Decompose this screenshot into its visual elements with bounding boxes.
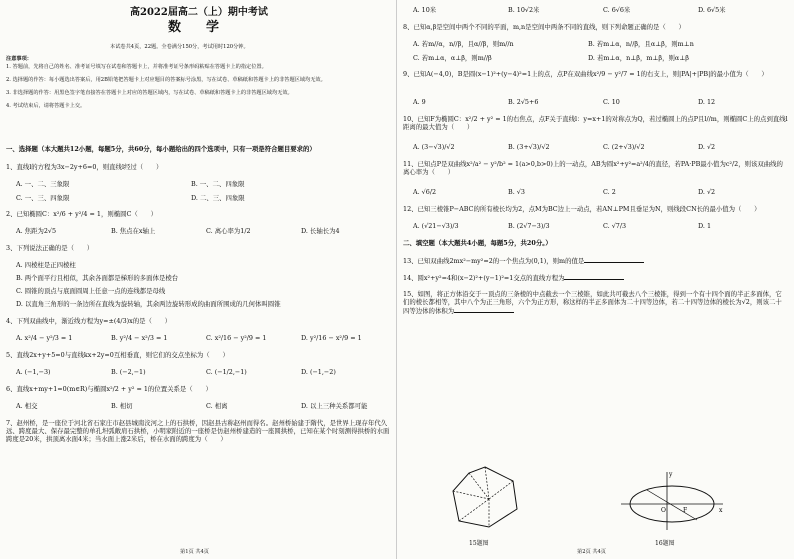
question-stem: 13、已知双曲线2mx²−my²=2的一个焦点为(0,1)，则m的值是	[403, 256, 788, 265]
question-stem: 8、已知α,β是空间中两个不同的平面，m,n是空间中两条不同的直线，则下列命题正确的是（ ）	[403, 23, 685, 31]
question-stem: 10、已知F为椭圆C：x²/2 + y² = 1的右焦点，点F关于直线l：y=x+1的对称点为Q，若过椭圆上的点P且l//m，则椭圆C上的点到直线l距离的最大值为（ ）	[403, 115, 788, 131]
figure-16	[617, 470, 727, 532]
figure-16-label: x	[719, 507, 723, 514]
polyhedron-edge	[489, 481, 513, 499]
answer-option: A. 若m//α，n//β，且α//β，则m//n	[413, 40, 514, 48]
answer-blank[interactable]	[584, 256, 644, 263]
answer-option: C. 2	[603, 188, 616, 196]
answer-option: D. 若m⊥α，n⊥β，m⊥β，则α⊥β	[588, 54, 689, 62]
figure-16-caption: 16题图	[655, 540, 675, 547]
section-heading: 一、选择题（本大题共12小题，每题5分，共60分，每小题给出的四个选项中，只有一项是符合题目要求的）	[6, 145, 316, 153]
answer-option: C. √7/3	[603, 222, 627, 230]
answer-option: C. x²/16 − y²/9 = 1	[206, 334, 267, 342]
answer-option: D. (−1,−2)	[301, 368, 336, 376]
answer-option: D. y²/16 − x²/9 = 1	[301, 334, 362, 342]
answer-option: C. 6√6米	[603, 6, 631, 14]
answer-blank[interactable]	[454, 306, 514, 313]
page-footer: 第2页 共4页	[577, 549, 606, 555]
question-stem: 二、填空题（本大题共4小题，每题5分，共20分。）	[403, 239, 552, 247]
answer-option: B. (2√7−3)/3	[508, 222, 550, 230]
question-stem: 9、已知A(−4,0)，B是圆(x−1)²+(y−4)²=1上的点，点P在双曲线x²/9 − y²/7 = 1的右支上，则|PA|+|PB|的最小值为（ ）	[403, 70, 768, 78]
answer-option: D. √2	[698, 143, 716, 151]
answer-option: A. 一、二、三象限	[16, 180, 70, 188]
answer-option: A. (√21−√3)/3	[413, 222, 459, 230]
answer-option: B. (3+√3)/√2	[508, 143, 550, 151]
question-stem: 7、赵州桥，是一座位于河北省石家庄市赵县城南洨河之上的石拱桥，因赵县古称赵州而得名。赵州桥始建于隋代，是世界上现存年代久远、跨度最大、保存最完整的单孔坦弧敞肩石拱桥，小明家附近的一座桥是仿赵州桥建造的一座圆拱桥，已知在某个时刻测得拱桥的水面跨度是20米，拱顶离水面4米；当水面上涨2米后，桥在水面的跨度为（ ）	[6, 419, 390, 443]
question-stem: 3、下列说法正确的是（ ）	[6, 244, 94, 252]
page-footer: 第1页 共4页	[180, 549, 209, 555]
question-stem: 4、下列双曲线中，渐近线方程为y=±(4/3)x的是（ ）	[6, 317, 172, 325]
subject-title: 数 学	[168, 20, 226, 35]
polyhedron-edge	[485, 467, 489, 499]
answer-option: A. (−1,−3)	[16, 368, 51, 376]
answer-option: B. (−2,−1)	[111, 368, 146, 376]
answer-option: A. (3−√3)/√2	[413, 143, 455, 151]
answer-option: C. 相离	[206, 402, 228, 410]
answer-option: B. 相切	[111, 402, 133, 410]
answer-option: A. 10米	[413, 6, 437, 14]
figure-16-label: F	[683, 507, 688, 514]
answer-option: B. y²/4 − x²/3 = 1	[111, 334, 168, 342]
answer-option: A. 相交	[16, 402, 38, 410]
polyhedron-edge	[453, 491, 489, 499]
exam-info: 本试卷共4页，22题。全卷满分150分，考试用时120分钟。	[110, 44, 249, 50]
answer-option: B. 2√5+6	[508, 98, 539, 106]
answer-option: B. 10√2米	[508, 6, 540, 14]
answer-option: C. 若m⊥α，α⊥β，则m//β	[413, 54, 492, 62]
answer-option: D. 以上三种关系都可能	[301, 402, 368, 410]
note-item: 1. 答题前，先将自己的姓名、准考证号填写在试卷和答题卡上，并将准考证号条形码粘贴在答题卡上的指定位置。	[6, 64, 267, 70]
answer-option: D. √2	[698, 188, 716, 196]
answer-option: C. (2+√3)/√2	[603, 143, 645, 151]
answer-option: A. x²/4 − y²/3 = 1	[16, 334, 73, 342]
figure-15-caption: 15题图	[469, 540, 489, 547]
answer-option: C. 10	[603, 98, 620, 106]
exam-title: 高2022届高二（上）期中考试	[130, 7, 268, 18]
question-stem: 11、已知点P是双曲线x²/a² − y²/b² = 1(a>0,b>0)上的一动点，AB为圆x²+y²=a²/4的直径，若PA·PB最小值为c²/2，则该双曲线的离心率为（ ）	[403, 160, 783, 176]
question-stem: 14、圆x²+y²=4和(x−2)²+(y−1)²=1交点的直线方程为	[403, 273, 788, 282]
answer-option: C. (−1/2,−1)	[206, 368, 247, 376]
answer-option: A. 焦距为2√5	[16, 227, 57, 235]
answer-option: C. 圆锥的顶点与底面圆周上任意一点的连线都是母线	[16, 287, 166, 295]
right-page	[397, 0, 794, 559]
answer-option: C. 一、三、四象限	[16, 194, 70, 202]
answer-option: B. 焦点在x轴上	[111, 227, 156, 235]
figure-15	[445, 463, 525, 533]
notes-heading: 注意事项：	[6, 56, 32, 62]
question-stem: 2、已知椭圆C：x²/6 + y²/4 = 1，则椭圆C（ ）	[6, 210, 157, 218]
figure-16-label: O	[661, 507, 666, 514]
answer-option: D. 12	[698, 98, 716, 106]
note-item: 2. 选择题的作答：每小题选出答案后，用2B铅笔把答题卡上对应题目的答案标号涂黑，写在试卷、草稿纸和答题卡上的非答题区域均无效。	[6, 77, 326, 83]
answer-option: A. 9	[413, 98, 426, 106]
chord-line	[647, 490, 697, 520]
answer-option: B. 若m⊥α，n//β，且α⊥β，则m⊥n	[588, 40, 694, 48]
answer-option: D. 1	[698, 222, 712, 230]
question-stem: 15、如图，将正方体沿交于一顶点的三条棱的中点截去一个三棱锥，如此共可截去八个三棱锥，得到一个有十四个面的半正多面体，它们的棱长都相等，其中八个为正三角形，六个为正方形，称这样的半正多面体为二十四等边体，若二十四等边体的棱长为√2，则该二十四等边体的体积为	[403, 290, 782, 315]
answer-option: A. 四棱柱是正四棱柱	[16, 261, 76, 269]
answer-option: D. 二、三、四象限	[191, 194, 245, 202]
answer-option: C. 离心率为1/2	[206, 227, 251, 235]
figure-16-label: y	[669, 471, 673, 478]
answer-option: B. √3	[508, 188, 525, 196]
answer-option: D. 6√5米	[698, 6, 726, 14]
question-stem: 5、直线2x+y+5=0与直线kx+2y=0互相垂直，则它们的交点坐标为（ ）	[6, 351, 229, 359]
answer-blank[interactable]	[564, 273, 624, 280]
question-stem: 1、直线l的方程为3x−2y+6=0，则直线l经过（ ）	[6, 163, 163, 171]
answer-option: D. 长轴长为4	[301, 227, 340, 235]
note-item: 3. 非选择题的作答：用黑色签字笔直接答在答题卡上对应的答题区域内，写在试卷、草稿纸和答题卡上的非答题区域均无效。	[6, 90, 293, 96]
answer-option: B. 一、二、四象限	[191, 180, 245, 188]
question-stem: 12、已知三棱锥P−ABC的所有棱长均为2，点M为BC边上一动点，若AN⊥PM且垂足为N，则线段CN长的最小值为（ ）	[403, 205, 761, 213]
note-item: 4. 考试结束后，请将答题卡上交。	[6, 103, 86, 109]
polyhedron-edge	[459, 499, 489, 521]
answer-option: A. √6/2	[413, 188, 437, 196]
question-stem: 6、直线x+my+1=0(m∈R)与椭圆x²/2 + y² = 1的位置关系是（ ）	[6, 385, 212, 393]
answer-option: D. 以直角三角形的一条边所在直线为旋转轴，其余两边旋转形成的曲面所围成的几何体叫圆锥	[16, 300, 281, 308]
answer-option: B. 两个面平行且相似，其余各面都是梯形的多面体是棱台	[16, 274, 179, 282]
